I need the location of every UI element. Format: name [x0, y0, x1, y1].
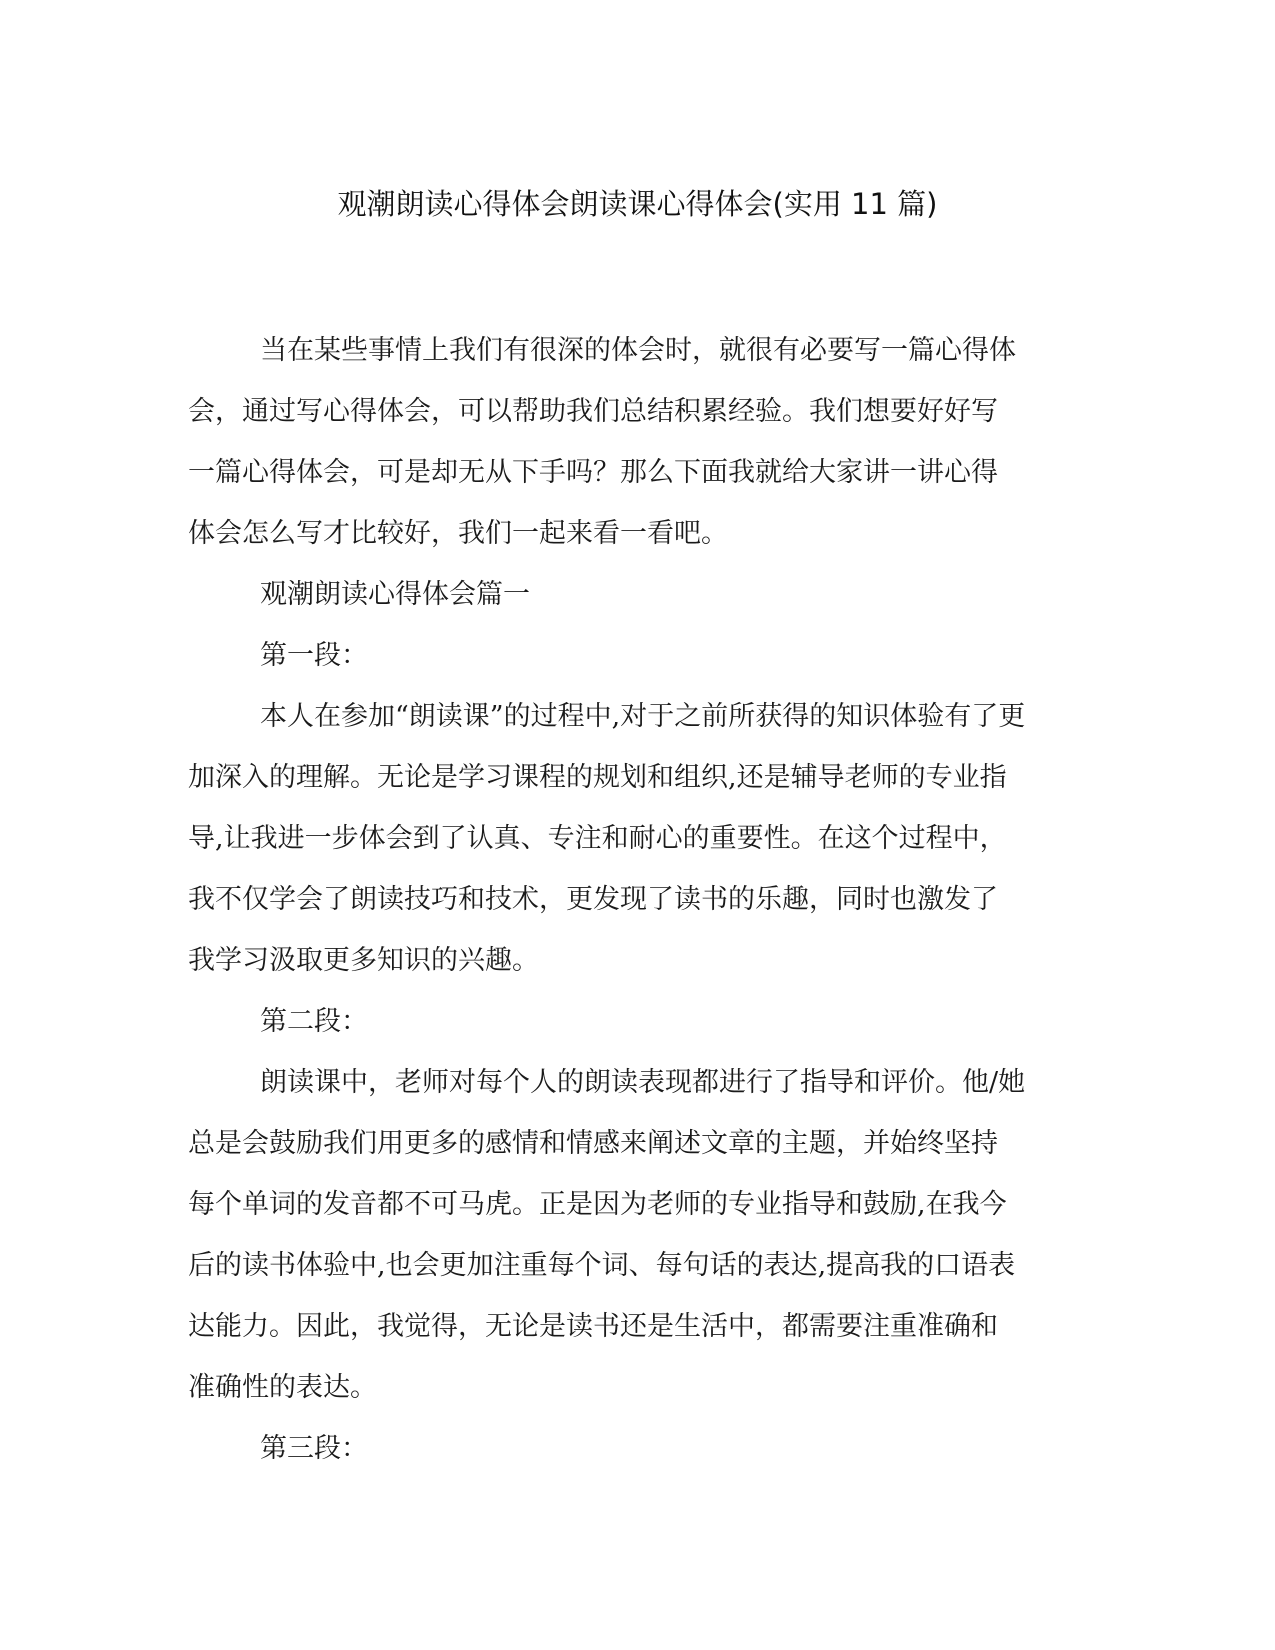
paragraph-label: 第三段：: [260, 1433, 368, 1464]
paragraph-label: 第一段：: [260, 640, 368, 671]
body-line: 准确性的表达。: [188, 1372, 377, 1403]
body-line: 体会怎么写才比较好，我们一起来看一看吧。: [188, 518, 728, 549]
body-line: 每个单词的发音都不可马虎。正是因为老师的专业指导和鼓励,在我今: [188, 1189, 1007, 1220]
body-line: 一篇心得体会，可是却无从下手吗？那么下面我就给大家讲一讲心得: [188, 457, 998, 488]
body-line: 达能力。因此，我觉得，无论是读书还是生活中，都需要注重准确和: [188, 1311, 998, 1342]
body-line: 我不仅学会了朗读技巧和技术，更发现了读书的乐趣，同时也激发了: [188, 884, 998, 915]
body-line: 加深入的理解。无论是学习课程的规划和组织,还是辅导老师的专业指: [188, 762, 1007, 793]
body-line: 后的读书体验中,也会更加注重每个词、每句话的表达,提高我的口语表: [188, 1250, 1016, 1281]
document-title: 观潮朗读心得体会朗读课心得体会(实用 11 篇): [337, 187, 938, 221]
body-line: 朗读课中，老师对每个人的朗读表现都进行了指导和评价。他/她: [260, 1067, 1026, 1098]
body-line: 总是会鼓励我们用更多的感情和情感来阐述文章的主题，并始终坚持: [188, 1128, 998, 1159]
section-heading: 观潮朗读心得体会篇一: [260, 579, 530, 610]
body-line: 当在某些事情上我们有很深的体会时，就很有必要写一篇心得体: [260, 335, 1016, 366]
body-line: 本人在参加“朗读课”的过程中,对于之前所获得的知识体验有了更: [260, 701, 1026, 732]
body-line: 导,让我进一步体会到了认真、专注和耐心的重要性。在这个过程中，: [188, 823, 1007, 854]
paragraph-label: 第二段：: [260, 1006, 368, 1037]
body-line: 我学习汲取更多知识的兴趣。: [188, 945, 539, 976]
body-line: 会，通过写心得体会，可以帮助我们总结积累经验。我们想要好好写: [188, 396, 998, 427]
document-body: [188, 320, 1088, 1479]
